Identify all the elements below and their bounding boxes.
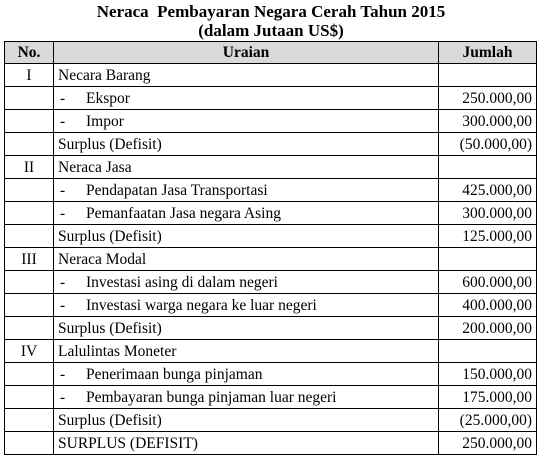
cell-no: [5, 363, 54, 386]
cell-jumlah: [439, 156, 537, 179]
cell-no: [5, 271, 54, 294]
cell-uraian-label: Surplus (Defisit): [58, 227, 162, 245]
cell-jumlah: 250.000,00: [439, 432, 537, 455]
cell-uraian-label: SURPLUS (DEFISIT): [58, 434, 198, 452]
cell-no: II: [5, 156, 54, 179]
cell-jumlah: [439, 64, 537, 87]
bullet-dash: -: [60, 388, 66, 406]
cell-uraian-label: Pemanfaatan Jasa negara Asing: [86, 204, 281, 222]
cell-no: I: [5, 64, 54, 87]
cell-uraian-label: Penerimaan bunga pinjaman: [86, 365, 263, 383]
table-body: [5, 64, 537, 455]
cell-uraian: [54, 202, 439, 225]
table-row: [5, 202, 537, 225]
table-row: [5, 340, 537, 363]
cell-no: [5, 294, 54, 317]
cell-jumlah: [439, 340, 537, 363]
balance-of-payments-table: [4, 41, 537, 455]
cell-no: [5, 317, 54, 340]
cell-jumlah: 200.000,00: [439, 317, 537, 340]
cell-uraian-label: Investasi asing di dalam negeri: [86, 273, 278, 291]
cell-jumlah: 125.000,00: [439, 225, 537, 248]
table-row: [5, 64, 537, 87]
bullet-dash: -: [60, 365, 66, 383]
cell-uraian: [54, 156, 439, 179]
cell-uraian: [54, 317, 439, 340]
cell-no: [5, 202, 54, 225]
cell-uraian-label: Pendapatan Jasa Transportasi: [86, 181, 268, 199]
cell-uraian-label: Surplus (Defisit): [58, 411, 162, 429]
cell-uraian-label: Surplus (Defisit): [58, 319, 162, 337]
table-row: [5, 409, 537, 432]
cell-no: [5, 386, 54, 409]
cell-uraian: [54, 294, 439, 317]
table-row: [5, 317, 537, 340]
header-jumlah: Jumlah: [439, 42, 537, 64]
cell-uraian-label: Pembayaran bunga pinjaman luar negeri: [86, 388, 337, 406]
cell-jumlah: (50.000,00): [439, 133, 537, 156]
cell-jumlah: 175.000,00: [439, 386, 537, 409]
cell-jumlah: [439, 248, 537, 271]
table-row: [5, 133, 537, 156]
cell-uraian: [54, 225, 439, 248]
cell-jumlah: 425.000,00: [439, 179, 537, 202]
cell-uraian: [54, 110, 439, 133]
bullet-dash: -: [60, 89, 66, 107]
cell-uraian-label: Neraca Jasa: [58, 158, 132, 176]
cell-no: [5, 409, 54, 432]
cell-jumlah: 250.000,00: [439, 87, 537, 110]
bullet-dash: -: [60, 273, 66, 291]
cell-uraian-label: Impor: [86, 112, 124, 130]
cell-uraian: [54, 87, 439, 110]
header-uraian: Uraian: [54, 42, 439, 64]
document-subtitle: (dalam Jutaan US$): [198, 21, 344, 40]
cell-uraian: [54, 340, 439, 363]
cell-no: [5, 432, 54, 455]
cell-jumlah: 600.000,00: [439, 271, 537, 294]
cell-uraian-label: Necara Barang: [58, 66, 151, 84]
cell-uraian: [54, 432, 439, 455]
table-row: [5, 87, 537, 110]
table-header-row: [5, 42, 537, 64]
cell-uraian: [54, 179, 439, 202]
table-row: [5, 363, 537, 386]
table-row: [5, 271, 537, 294]
cell-jumlah: 300.000,00: [439, 202, 537, 225]
cell-uraian: [54, 133, 439, 156]
cell-uraian: [54, 409, 439, 432]
cell-no: III: [5, 248, 54, 271]
cell-no: IV: [5, 340, 54, 363]
cell-jumlah: (25.000,00): [439, 409, 537, 432]
cell-uraian: [54, 64, 439, 87]
header-no: No.: [5, 42, 54, 64]
cell-uraian: [54, 248, 439, 271]
cell-uraian: [54, 271, 439, 294]
table-row: [5, 225, 537, 248]
table-row: [5, 156, 537, 179]
cell-uraian-label: Surplus (Defisit): [58, 135, 162, 153]
cell-no: [5, 133, 54, 156]
table-row: [5, 386, 537, 409]
table-row: [5, 294, 537, 317]
table-row: [5, 432, 537, 455]
cell-uraian-label: Investasi warga negara ke luar negeri: [86, 296, 317, 314]
table-row: [5, 248, 537, 271]
cell-uraian: [54, 363, 439, 386]
table-row: [5, 179, 537, 202]
cell-no: [5, 87, 54, 110]
cell-uraian: [54, 386, 439, 409]
cell-uraian-label: Lalulintas Moneter: [58, 342, 177, 360]
bullet-dash: -: [60, 112, 66, 130]
cell-jumlah: 400.000,00: [439, 294, 537, 317]
cell-uraian-label: Ekspor: [86, 89, 130, 107]
table-row: [5, 110, 537, 133]
bullet-dash: -: [60, 204, 66, 222]
bullet-dash: -: [60, 181, 66, 199]
cell-no: [5, 179, 54, 202]
bullet-dash: -: [60, 296, 66, 314]
cell-uraian-label: Neraca Modal: [58, 250, 147, 268]
document-title: Neraca Pembayaran Negara Cerah Tahun 2015: [96, 2, 446, 21]
cell-no: [5, 110, 54, 133]
cell-jumlah: 150.000,00: [439, 363, 537, 386]
cell-no: [5, 225, 54, 248]
cell-jumlah: 300.000,00: [439, 110, 537, 133]
